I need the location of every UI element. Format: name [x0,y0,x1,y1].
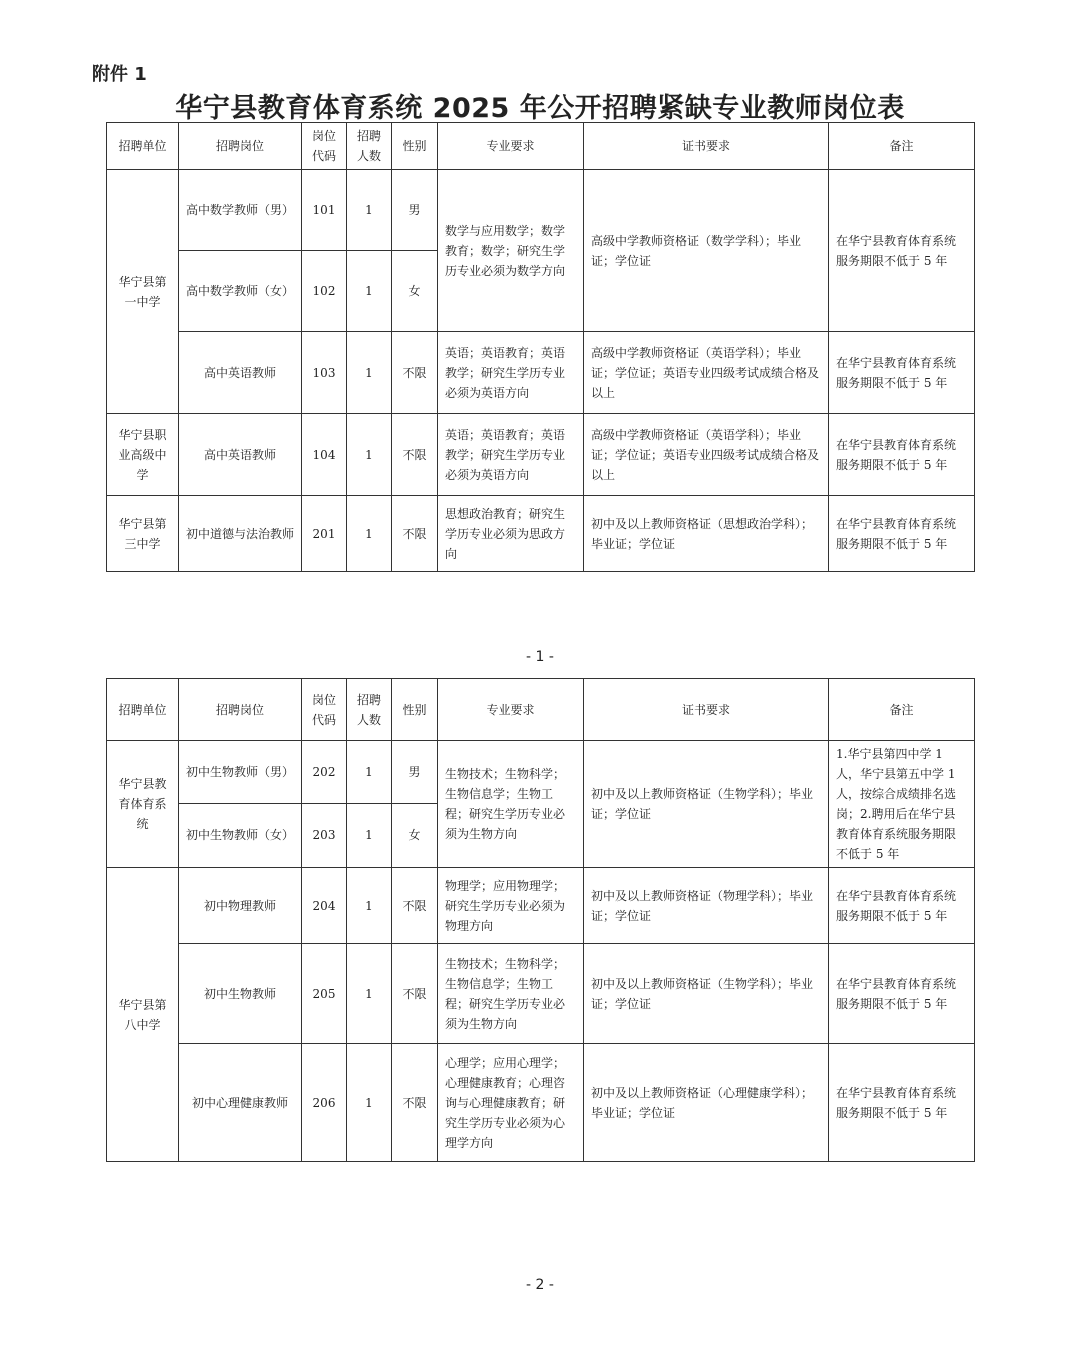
header-unit: 招聘单位 [107,679,179,741]
post-cell: 初中生物教师 [179,944,302,1044]
header-gender: 性别 [392,679,438,741]
cert-cell: 初中及以上教师资格证（物理学科）；毕业证；学位证 [584,868,829,944]
post-cell: 高中数学教师（男） [179,170,302,251]
note-cell: 在华宁县教育体育系统服务期限不低于 5 年 [829,496,975,572]
table-row [107,1044,975,1162]
table-row [107,170,975,251]
code-cell: 104 [302,414,347,496]
major-cell: 物理学；应用物理学；研究生学历专业必须为物理方向 [438,868,584,944]
cert-cell: 高级中学教师资格证（数学学科）；毕业证；学位证 [584,170,829,332]
note-cell: 在华宁县教育体育系统服务期限不低于 5 年 [829,868,975,944]
cert-cell: 初中及以上教师资格证（生物学科）；毕业证；学位证 [584,741,829,868]
count-cell: 1 [347,741,392,804]
header-major: 专业要求 [438,123,584,170]
post-cell: 高中英语教师 [179,414,302,496]
post-cell: 初中生物教师（女） [179,803,302,867]
cert-cell: 高级中学教师资格证（英语学科）；毕业证；学位证；英语专业四级考试成绩合格及以上 [584,414,829,496]
header-major: 专业要求 [438,679,584,741]
count-cell: 1 [347,803,392,867]
page-number-1: - 1 - [526,649,554,665]
unit-cell: 华宁县第三中学 [107,496,179,572]
post-cell: 初中道德与法治教师 [179,496,302,572]
count-cell: 1 [347,1044,392,1162]
post-cell: 初中心理健康教师 [179,1044,302,1162]
header-count: 招聘人数 [347,123,392,170]
table-row [107,944,975,1044]
page-title: 华宁县教育体育系统 2025 年公开招聘紧缺专业教师岗位表 [175,93,905,124]
post-cell: 高中英语教师 [179,332,302,414]
gender-cell: 男 [392,741,438,804]
page-number-2: - 2 - [526,1277,554,1293]
count-cell: 1 [347,944,392,1044]
cert-cell: 初中及以上教师资格证（思想政治学科）；毕业证；学位证 [584,496,829,572]
unit-cell: 华宁县第八中学 [107,868,179,1162]
note-cell: 在华宁县教育体育系统服务期限不低于 5 年 [829,332,975,414]
major-cell: 英语；英语教育；英语教学；研究生学历专业必须为英语方向 [438,332,584,414]
code-cell: 202 [302,741,347,804]
unit-cell: 华宁县教育体育系统 [107,741,179,868]
major-cell: 生物技术；生物科学；生物信息学；生物工程；研究生学历专业必须为生物方向 [438,741,584,868]
header-cert: 证书要求 [584,679,829,741]
code-cell: 203 [302,803,347,867]
major-cell: 数学与应用数学；数学教育；数学；研究生学历专业必须为数学方向 [438,170,584,332]
count-cell: 1 [347,496,392,572]
count-cell: 1 [347,170,392,251]
gender-cell: 男 [392,170,438,251]
count-cell: 1 [347,251,392,332]
cert-cell: 高级中学教师资格证（英语学科）；毕业证；学位证；英语专业四级考试成绩合格及以上 [584,332,829,414]
recruitment-table-page1 [106,122,975,572]
count-cell: 1 [347,414,392,496]
gender-cell: 不限 [392,332,438,414]
note-cell: 在华宁县教育体育系统服务期限不低于 5 年 [829,1044,975,1162]
code-cell: 103 [302,332,347,414]
table-row [107,868,975,944]
header-gender: 性别 [392,123,438,170]
note-cell: 在华宁县教育体育系统服务期限不低于 5 年 [829,170,975,332]
recruitment-table-page2 [106,678,975,1162]
gender-cell: 不限 [392,1044,438,1162]
table-row [107,741,975,804]
count-cell: 1 [347,332,392,414]
header-row [107,123,975,170]
header-code: 岗位代码 [302,123,347,170]
gender-cell: 不限 [392,496,438,572]
note-cell: 在华宁县教育体育系统服务期限不低于 5 年 [829,944,975,1044]
code-cell: 201 [302,496,347,572]
header-post: 招聘岗位 [179,679,302,741]
header-post: 招聘岗位 [179,123,302,170]
attachment-label: 附件 1 [92,64,147,85]
major-cell: 英语；英语教育；英语教学；研究生学历专业必须为英语方向 [438,414,584,496]
code-cell: 204 [302,868,347,944]
gender-cell: 女 [392,251,438,332]
gender-cell: 不限 [392,868,438,944]
note-cell: 1.华宁县第四中学 1 人，华宁县第五中学 1 人，按综合成绩排名选岗；2.聘用后在华宁县教育体育系统服务期限不低于 5 年 [829,741,975,868]
header-count: 招聘人数 [347,679,392,741]
table-row [107,332,975,414]
post-cell: 高中数学教师（女） [179,251,302,332]
unit-cell: 华宁县职业高级中学 [107,414,179,496]
header-note: 备注 [829,123,975,170]
table-row [107,414,975,496]
gender-cell: 女 [392,803,438,867]
major-cell: 生物技术；生物科学；生物信息学；生物工程；研究生学历专业必须为生物方向 [438,944,584,1044]
header-row [107,679,975,741]
header-note: 备注 [829,679,975,741]
code-cell: 206 [302,1044,347,1162]
gender-cell: 不限 [392,414,438,496]
gender-cell: 不限 [392,944,438,1044]
major-cell: 思想政治教育；研究生学历专业必须为思政方向 [438,496,584,572]
major-cell: 心理学；应用心理学；心理健康教育；心理咨询与心理健康教育；研究生学历专业必须为心理学方向 [438,1044,584,1162]
header-unit: 招聘单位 [107,123,179,170]
cert-cell: 初中及以上教师资格证（心理健康学科）；毕业证；学位证 [584,1044,829,1162]
post-cell: 初中物理教师 [179,868,302,944]
table-row [107,496,975,572]
header-code: 岗位代码 [302,679,347,741]
cert-cell: 初中及以上教师资格证（生物学科）；毕业证；学位证 [584,944,829,1044]
note-cell: 在华宁县教育体育系统服务期限不低于 5 年 [829,414,975,496]
unit-cell: 华宁县第一中学 [107,170,179,414]
code-cell: 102 [302,251,347,332]
post-cell: 初中生物教师（男） [179,741,302,804]
code-cell: 205 [302,944,347,1044]
header-cert: 证书要求 [584,123,829,170]
code-cell: 101 [302,170,347,251]
count-cell: 1 [347,868,392,944]
